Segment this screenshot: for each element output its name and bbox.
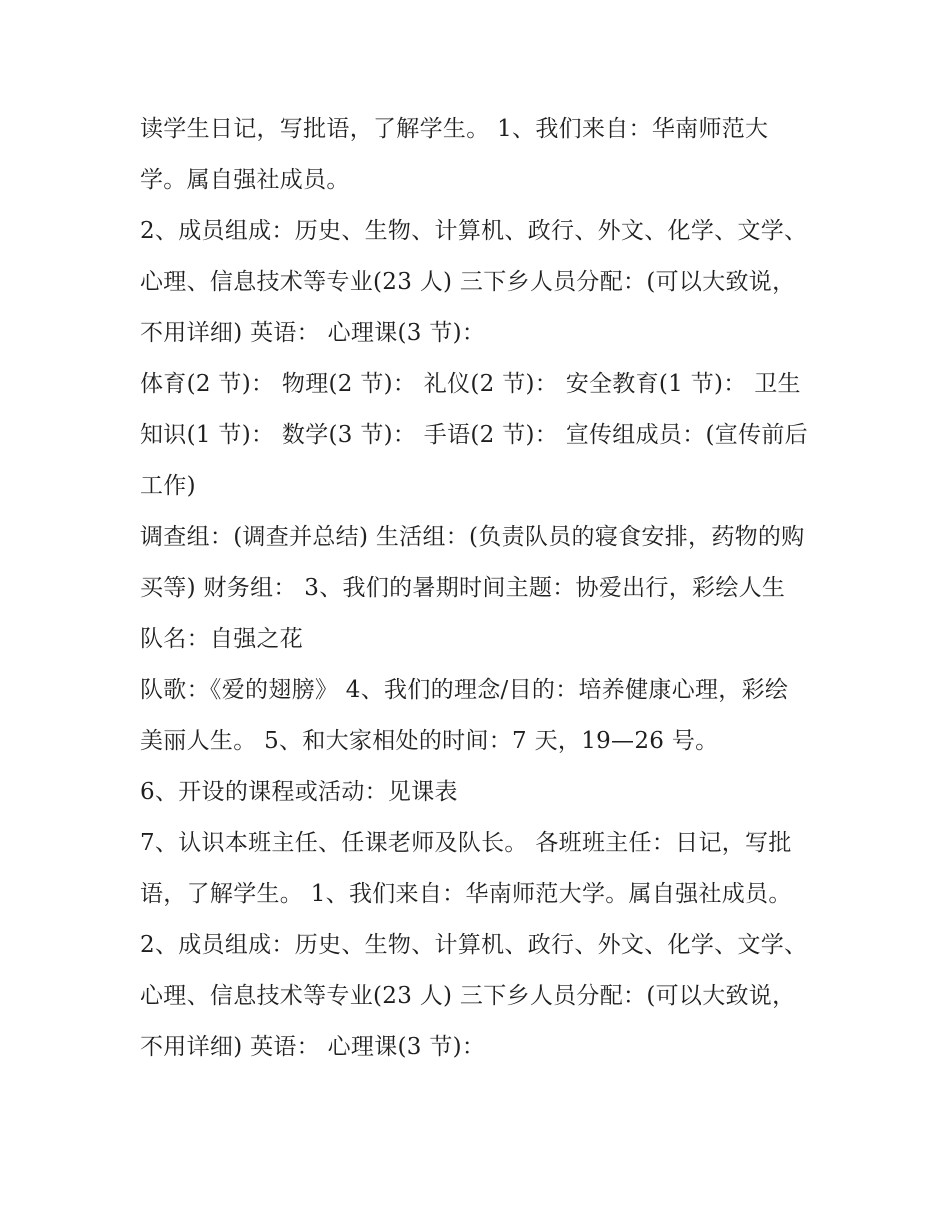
paragraph-5: 队歌：《爱的翅膀》 4、我们的理念/目的：培养健康心理，彩绘美丽人生。 5、和大家相处的时间：7 天，19—26 号。 <box>140 677 789 754</box>
paragraph-2: 2、成员组成：历史、生物、计算机、政行、外文、化学、文学、心理、信息技术等专业(23 人) 三下乡人员分配：(可以大致说，不用详细) 英语： 心理课(3 节)： <box>140 218 808 346</box>
paragraph-3: 体育(2 节)： 物理(2 节)： 礼仪(2 节)： 安全教育(1 节)： 卫生知识(1 节)： 数学(3 节)： 手语(2 节)： 宣传组成员：(宣传前后工作) <box>140 371 808 499</box>
paragraph-4: 调查组：(调查并总结) 生活组：(负责队员的寝食安排，药物的购买等) 财务组： 3、我们的暑期时间主题：协爱出行，彩绘人生 队名：自强之花 <box>140 524 805 652</box>
paragraph-1: 读学生日记，写批语，了解学生。 1、我们来自：华南师范大学。属自强社成员。 <box>140 116 769 193</box>
paragraph-6: 6、开设的课程或活动：见课表 <box>140 779 458 805</box>
paragraph-7: 7、认识本班主任、任课老师及队长。 各班班主任：日记，写批语，了解学生。 1、我们来自：华南师范大学。属自强社成员。 <box>140 830 792 907</box>
paragraph-8: 2、成员组成：历史、生物、计算机、政行、外文、化学、文学、心理、信息技术等专业(23 人) 三下乡人员分配：(可以大致说，不用详细) 英语： 心理课(3 节)： <box>140 932 808 1060</box>
document-body <box>140 104 810 1073</box>
